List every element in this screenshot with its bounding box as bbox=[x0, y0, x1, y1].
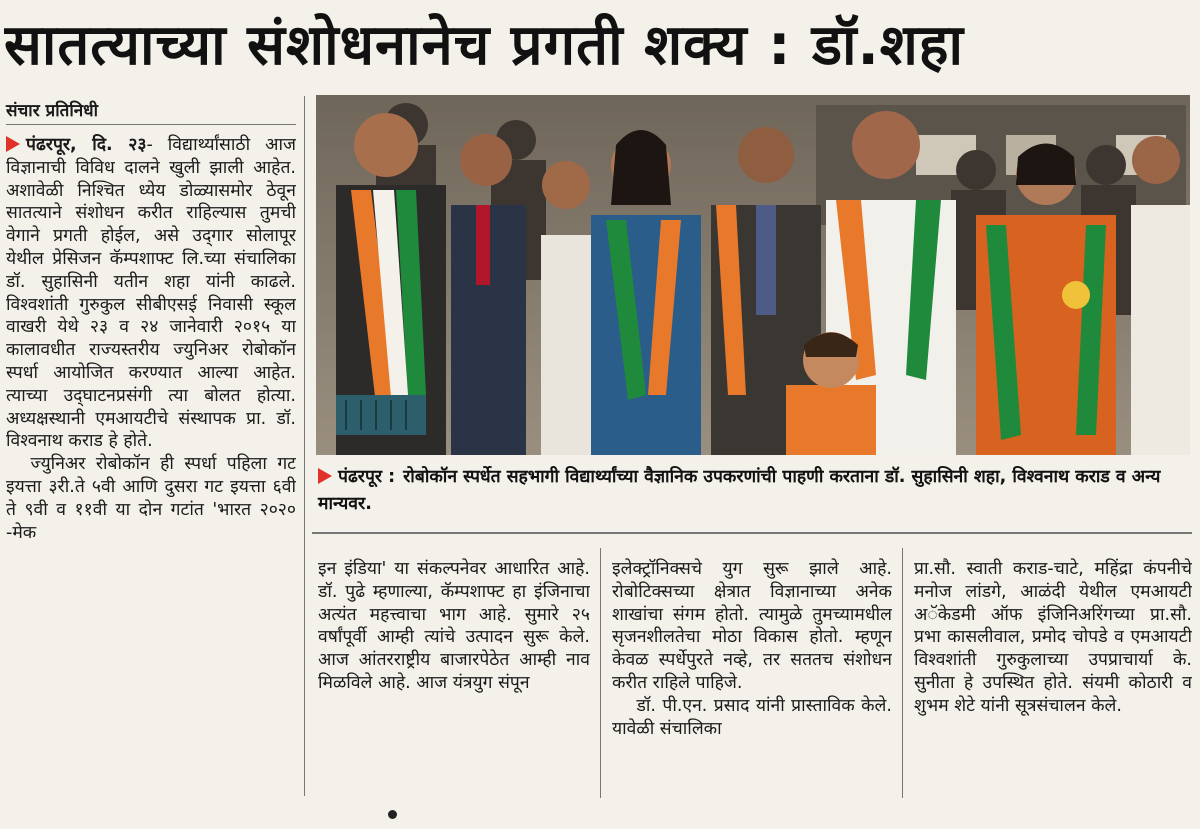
column-divider bbox=[600, 548, 601, 798]
dateline: पंढरपूर, दि. २३ bbox=[26, 135, 147, 155]
article-column-3 bbox=[612, 558, 892, 798]
article-paragraph: डॉ. पी.एन. प्रसाद यांनी प्रास्ताविक केले. यावेळी संचालिका bbox=[612, 695, 892, 739]
caption-place: पंढरपूर : bbox=[338, 467, 396, 487]
article-paragraph: ज्युनिअर रोबोकॉन ही स्पर्धा पहिला गट इयत्ता ३री.ते ५वी आणि दुसरा गट इयत्ता ६वी ते ९वी व ११वी या दोन गटांत 'भारत २०२० -मेक bbox=[6, 454, 296, 543]
arrow-icon bbox=[6, 136, 20, 152]
article-paragraph: इन इंडिया' या संकल्पनेवर आधारित आहे. डॉ. पुढे म्हणाल्या, कॅम्पशाफ्ट हा इंजिनाचा अत्यंत महत्त्वाचा भाग आहे. सुमारे २५ वर्षांपूर्वी आम्ही त्यांचे उत्पादन सुरू केले. आज आंतरराष्ट्रीय बाजारपेठेत आम्ही नाव मिळविले आहे. आज यंत्रयुग संपून bbox=[318, 559, 590, 693]
lead-text: - विद्यार्थ्यांसाठी आज विज्ञानाची विविध दालने खुली झाली आहेत. अशावेळी निश्चित ध्येय डोळ्यासमोर ठेवून सातत्याने संशोधन करीत राहिल्यास तुमची वेगाने प्रगती होईल, असे उद्‌गार सोलापूर येथील प्रेसिजन कॅम्पशाफ्ट लि.च्या संचालिका डॉ. सुहासिनी यतीन शहा यांनी काढले. विश्वशांती गुरुकुल सीबीएसई निवासी स्कूल वाखरी येथे २३ व २४ जानेवारी २०१५ या कालावधीत राज्यस्तरीय ज्युनिअर रोबोकॉन स्पर्धा आयोजित करण्यात आल्या आहेत. त्याच्या उद्‌घाटनप्रसंगी त्या बोलत होत्या. अध्यक्षस्थानी एमआयटीचे संस्थापक प्रा. डॉ. विश्वनाथ कराड हे होते. bbox=[6, 135, 296, 452]
caption-text: रोबोकॉन स्पर्धेत सहभागी विद्यार्थ्यांच्या वैज्ञानिक उपकरणांची पाहणी करताना डॉ. सुहासिनी शहा, विश्वनाथ कराड व अन्य मान्यवर. bbox=[318, 467, 1161, 514]
photo-caption bbox=[318, 464, 1190, 518]
bullet-dot bbox=[388, 810, 397, 819]
article-column-4 bbox=[914, 558, 1192, 808]
article-lead-paragraph bbox=[6, 134, 296, 453]
column-divider bbox=[304, 96, 305, 796]
byline: संचार प्रतिनिधी bbox=[6, 101, 99, 121]
event-photo-illustration bbox=[316, 95, 1190, 455]
article-column-1 bbox=[6, 134, 296, 794]
caption-divider bbox=[312, 532, 1192, 534]
arrow-icon bbox=[318, 468, 332, 484]
article-paragraph: इलेक्ट्रॉनिक्सचे युग सुरू झाले आहे. रोबोटिक्सच्या क्षेत्रात विज्ञानाच्या अनेक शाखांचा संगम होतो. त्यामुळे तुमच्यामधील सृजनशीलतेचा मोठा विकास होतो. म्हणून केवळ स्पर्धेपुरते नव्हे, तर सततच संशोधन करीत राहिले पाहिजे. bbox=[612, 559, 892, 693]
article-column-2 bbox=[318, 558, 590, 758]
event-photo bbox=[316, 95, 1190, 455]
headline: सातत्याच्या संशोधनानेच प्रगती शक्य : डॉ.शहा bbox=[4, 13, 965, 78]
byline-underline bbox=[6, 124, 296, 125]
column-divider bbox=[902, 548, 903, 798]
article-paragraph: प्रा.सौ. स्वाती कराड-चाटे, महिंद्रा कंपनीचे मनोज लांडगे, आळंदी येथील एमआयटी अॅकेडमी ऑफ इंजिनिअरिंगच्या प्रा.सौ. प्रभा कासलीवाल, प्रमोद चोपडे व एमआयटी विश्वशांती गुरुकुलाच्या उपप्राचार्या के. सुनीता हे उपस्थित होते. संयमी कोठारी व शुभम शेटे यांनी सूत्रसंचालन केले. bbox=[914, 559, 1192, 716]
